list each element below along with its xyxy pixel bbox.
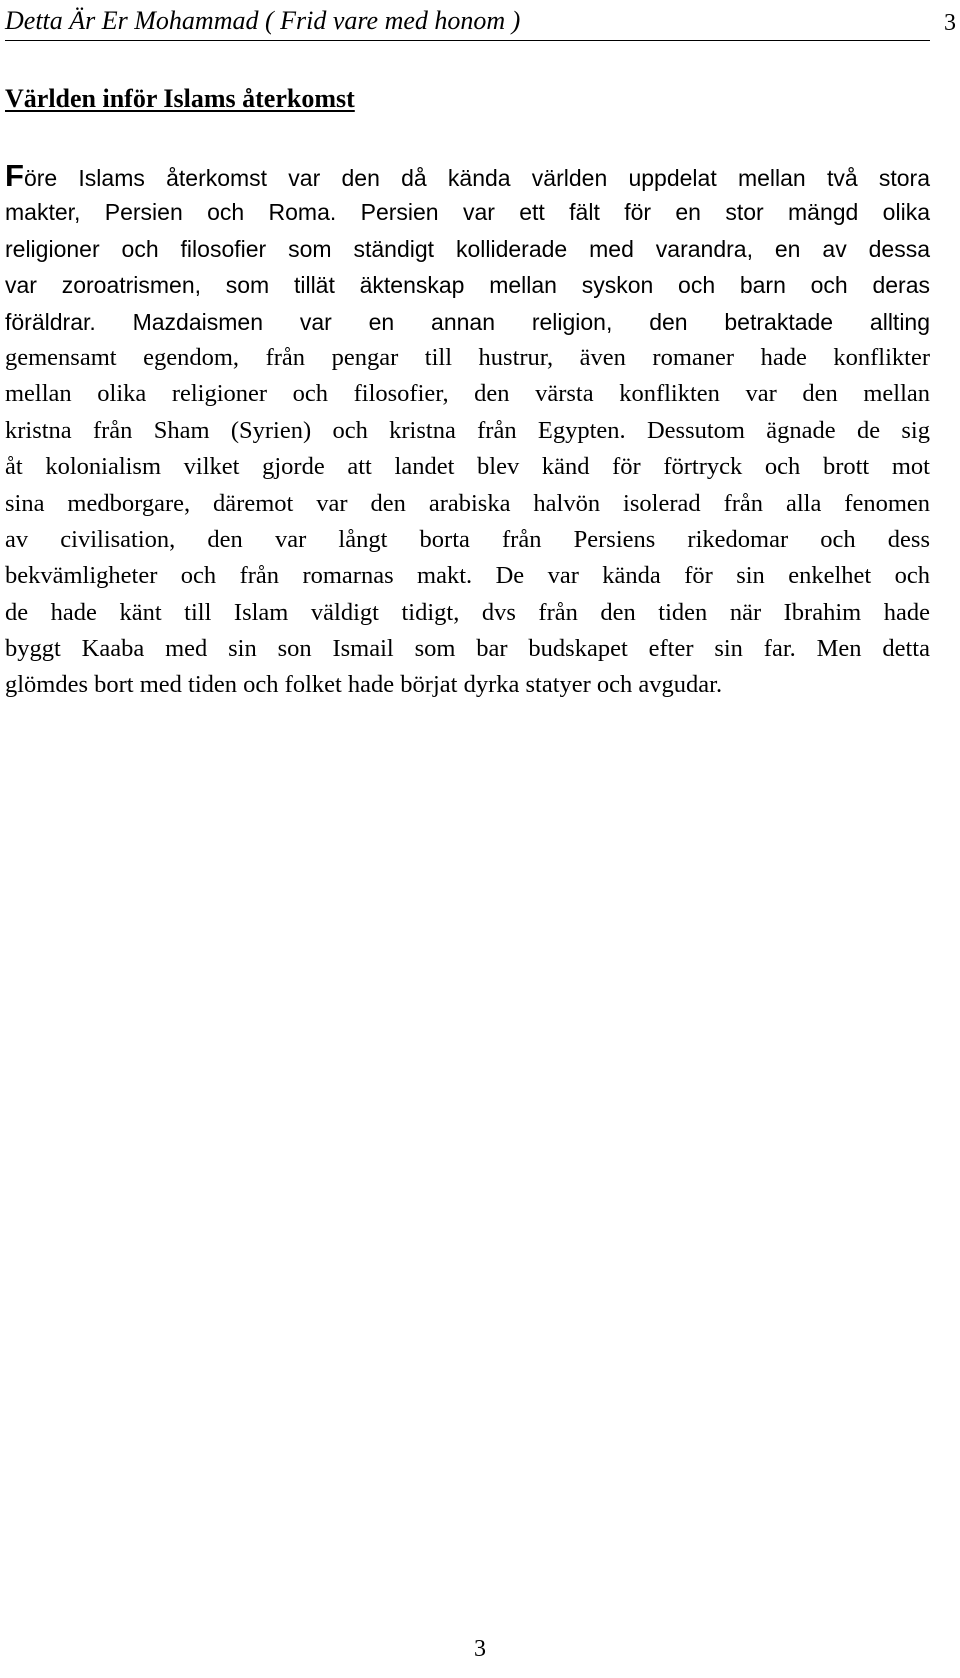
- paragraph-line: åt kolonialism vilket gjorde att landet blev känd för förtryck och brott mot: [5, 453, 930, 481]
- paragraph-line: byggt Kaaba med sin son Ismail som bar budskapet efter sin far. Men detta: [5, 635, 930, 663]
- line-text: makter, Persien och Roma. Persien var ett fält för en stor mängd olika: [5, 199, 930, 226]
- body-paragraph: [5, 158, 930, 704]
- line-text: föräldrar.: [5, 308, 133, 335]
- paragraph-line: [5, 304, 930, 340]
- paragraph-line: [5, 158, 930, 194]
- paragraph-line: mellan olika religioner och filosofier, den värsta konflikten var den mellan: [5, 380, 930, 408]
- initial-letter: F: [5, 158, 24, 193]
- document-title: Detta Är Er Mohammad ( Frid vare med honom ): [5, 6, 521, 35]
- page-header: [5, 0, 956, 41]
- paragraph-line: de hade känt till Islam väldigt tidigt, dvs från den tiden när Ibrahim hade: [5, 598, 930, 626]
- paragraph-line: sina medborgare, däremot var den arabiska halvön isolerad från alla fenomen: [5, 489, 930, 517]
- paragraph-line: kristna från Sham (Syrien) och kristna från Egypten. Dessutom ägnade de sig: [5, 416, 930, 444]
- line-text: var zoroatrismen, som tillät äktenskap mellan syskon och barn och deras: [5, 272, 930, 299]
- paragraph-line: [5, 194, 930, 230]
- paragraph-line: [5, 231, 930, 267]
- line-text: Mazdaismen var en annan religion, den betraktade allting: [132, 308, 931, 335]
- line-text: religioner och filosofier som ständigt kolliderade med varandra, en av dessa: [5, 235, 930, 262]
- section-heading: Världen inför Islams återkomst: [5, 84, 355, 113]
- paragraph-line: av civilisation, den var långt borta från Persiens rikedomar och dess: [5, 525, 930, 553]
- paragraph-line: bekvämligheter och från romarnas makt. De var kända för sin enkelhet och: [5, 562, 930, 590]
- paragraph-line: glömdes bort med tiden och folket hade börjat dyrka statyer och avgudar.: [5, 671, 723, 699]
- line-text: öre Islams återkomst var den då kända världen uppdelat mellan två stora: [23, 165, 930, 191]
- footer-page-number: 3: [474, 1636, 486, 1662]
- header-page-number: 3: [944, 10, 956, 36]
- paragraph-line: gemensamt egendom, från pengar till hustrur, även romaner hade konflikter: [5, 343, 930, 371]
- paragraph-line: [5, 267, 930, 303]
